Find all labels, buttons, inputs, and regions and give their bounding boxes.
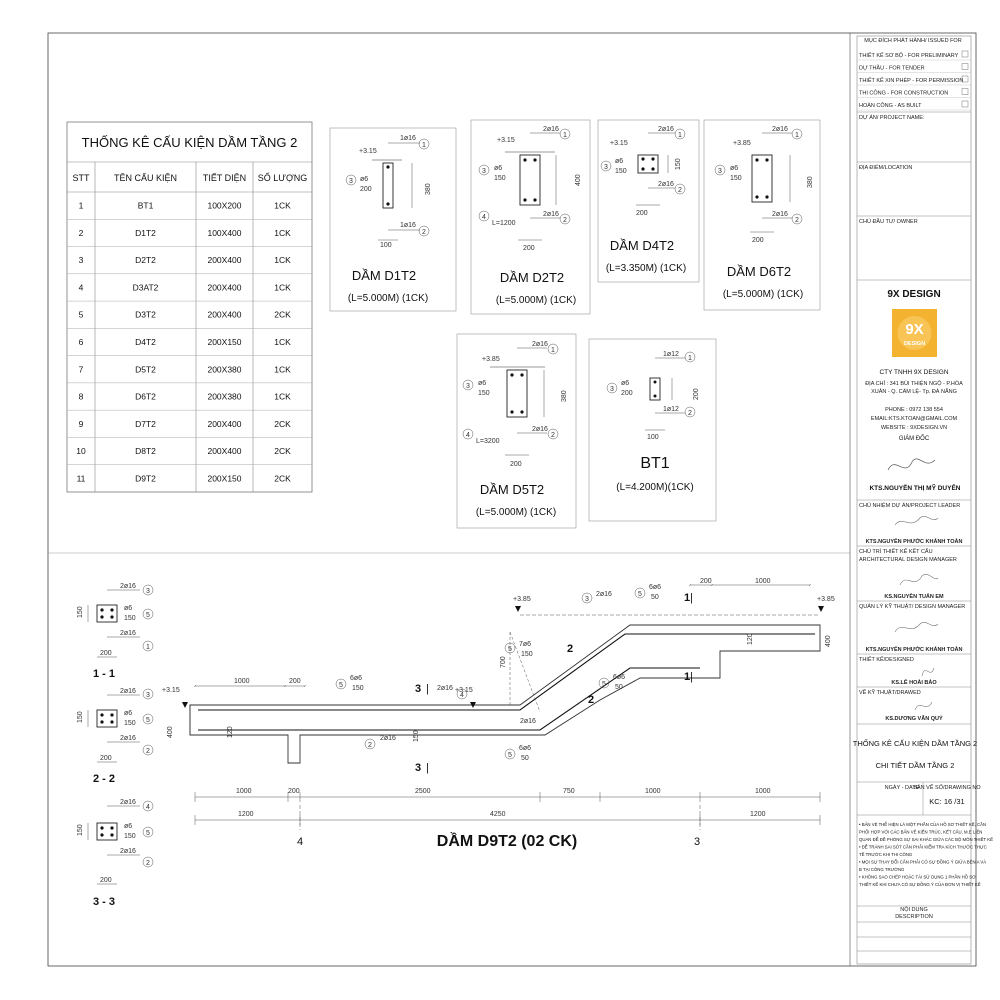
- svg-text:5: 5: [339, 682, 343, 689]
- height-ramp: 700: [500, 656, 507, 668]
- svg-text:5: 5: [508, 752, 512, 759]
- col-header-qty: SỐ LƯỢNG: [257, 173, 308, 183]
- schedule-cell-name: D4T2: [135, 336, 156, 347]
- schedule-cell-section: 200X400: [207, 446, 242, 457]
- schedule-cell-qty: 1CK: [274, 227, 291, 238]
- rebar-5d: 6ø6: [613, 674, 626, 681]
- svg-text:2: 2: [678, 187, 682, 194]
- schedule-cell-stt: 10: [76, 446, 86, 457]
- schedule-cell-stt: 9: [78, 418, 84, 429]
- schedule-cell-qty: 1CK: [274, 336, 291, 347]
- cut-mark-2a: 2: [567, 643, 574, 655]
- rebar-5a-spacing: 150: [352, 685, 364, 692]
- schedule-cell-qty: 2CK: [274, 446, 291, 457]
- note-line: TẾ TRƯỚC KHI THI CÔNG: [859, 852, 913, 857]
- d2t2-length: (L=5.000M) (1CK): [495, 295, 577, 306]
- project-label: DỰ ÁN/ PROJECT NAME:: [859, 115, 925, 121]
- height-left: 400: [167, 726, 174, 738]
- bot-dim-2: 200: [288, 788, 300, 795]
- d2t2-length-mark: L=1200: [492, 220, 516, 227]
- schedule-cell-qty: 1CK: [274, 282, 291, 293]
- cut-mark-1a: 1: [684, 592, 691, 604]
- cut22-bottom: 2ø16: [120, 735, 136, 742]
- svg-text:2: 2: [422, 229, 426, 236]
- note-line: • KHÔNG SAO CHÉP HOẶC TÁI SỬ DỤNG 1 PHẦN HỒ SƠ: [859, 874, 976, 880]
- svg-text:1: 1: [551, 347, 555, 354]
- schedule-rows: [67, 201, 312, 484]
- svg-text:3: 3: [466, 383, 470, 390]
- cut22-mark-bottom: 2: [146, 748, 150, 755]
- issued-for-item: DỰ THẦU - FOR TENDER: [859, 65, 925, 72]
- d1t2-bottom-bar: 1ø16: [400, 222, 416, 229]
- svg-text:3: 3: [604, 164, 608, 171]
- schedule-cell-qty: 2CK: [274, 418, 291, 429]
- d6t2-width: 200: [752, 237, 764, 244]
- schedule-cell-stt: 1: [78, 200, 84, 211]
- company-phone: PHONE : 0972 138 554: [885, 407, 943, 413]
- svg-text:1: 1: [563, 132, 567, 139]
- cut11-stirrup: ø6: [124, 605, 133, 612]
- svg-text:4: 4: [466, 432, 470, 439]
- content-label: NỘI DUNG: [900, 907, 928, 913]
- svg-text:3: 3: [482, 168, 486, 175]
- issued-for-item: THI CÔNG - FOR CONSTRUCTION: [859, 90, 949, 97]
- elevation-title: DẦM D9T2 (02 CK): [436, 833, 578, 850]
- schedule-cell-section: 200X150: [207, 473, 242, 484]
- svg-text:4: 4: [482, 214, 486, 221]
- cut22-spacing: 150: [124, 720, 136, 727]
- rebar-5e-spacing: 50: [521, 755, 529, 762]
- d4t2-width: 200: [636, 210, 648, 217]
- top-dim-3: 200: [700, 578, 712, 585]
- top-dim-4: 1000: [755, 578, 771, 585]
- logo-text-top: 9X: [905, 321, 924, 338]
- issued-for-checkbox[interactable]: [962, 64, 968, 70]
- note-line: • MỌI SỰ THAY ĐỔI CẦN PHẢI CÓ SỰ ĐỒNG Ý GIỮA BÊN A VÀ: [859, 859, 987, 865]
- bt1-width: 100: [647, 434, 659, 441]
- company-email: EMAIL:KTS.KTOAN@GMAIL.COM: [870, 416, 958, 422]
- schedule-cell-section: 200X380: [207, 391, 242, 402]
- cut33-width: 200: [100, 877, 112, 884]
- cut22-top: 2ø16: [120, 688, 136, 695]
- svg-text:3: 3: [585, 596, 589, 603]
- role-1: CHỦ NHIỆM DỰ ÁN/PROJECT LEADER: [859, 503, 961, 509]
- svg-text:1: 1: [422, 142, 426, 149]
- cut33-top: 2ø16: [120, 799, 136, 806]
- cut11-mark-mid: 5: [146, 612, 150, 619]
- cut11-height: 150: [77, 606, 84, 618]
- d2t2-width: 200: [523, 245, 535, 252]
- drawing-title-2: CHI TIẾT DẦM TẦNG 2: [875, 761, 955, 770]
- d6t2-length: (L=5.000M) (1CK): [722, 289, 804, 300]
- issued-for-checkbox[interactable]: [962, 101, 968, 107]
- d1t2-stirrup-spacing: 200: [360, 186, 372, 193]
- schedule-cell-qty: 2CK: [274, 473, 291, 484]
- schedule-cell-section: 200X380: [207, 364, 242, 375]
- d6t2-title: DẦM D6T2: [726, 264, 792, 279]
- cut-3-3: [77, 799, 153, 908]
- note-line: • ĐỂ TRÁNH SAI SÓT CẦN PHẢI KIỂM TRA KÍCH THƯỚC THỰC: [859, 844, 987, 850]
- rebar-5a: 6ø6: [350, 675, 363, 682]
- section-d2t2: [471, 120, 590, 314]
- d1t2-height: 380: [425, 183, 432, 195]
- d4t2-title: DẦM D4T2: [609, 238, 675, 253]
- d5t2-title: DẦM D5T2: [479, 482, 545, 497]
- d1t2-title: DẦM D1T2: [351, 268, 417, 283]
- svg-text:1: 1: [678, 132, 682, 139]
- d6t2-level: +3.85: [733, 140, 751, 147]
- rebar-2: 2ø16: [380, 735, 396, 742]
- bt1-stirrup: ø6: [621, 380, 630, 387]
- svg-text:2: 2: [563, 217, 567, 224]
- cut11-top: 2ø16: [120, 583, 136, 590]
- cut33-mark-mid: 5: [146, 830, 150, 837]
- d4t2-level: +3.15: [610, 140, 628, 147]
- director-name: KTS.NGUYỄN THỊ MỸ DUYÊN: [869, 485, 961, 492]
- d1t2-top-bar: 1ø16: [400, 135, 416, 142]
- cut33-spacing: 150: [124, 833, 136, 840]
- schedule-cell-name: D9T2: [135, 473, 156, 484]
- section-d1t2: [330, 128, 456, 311]
- schedule-cell-name: D6T2: [135, 391, 156, 402]
- top-dim-1: 1000: [234, 678, 250, 685]
- d5t2-level: +3.85: [482, 356, 500, 363]
- role-2-name: KS.NGUYỄN TUẤN EM: [884, 594, 944, 600]
- svg-text:5: 5: [602, 681, 606, 688]
- schedule-table: [67, 122, 312, 492]
- level-upper: +3.85: [513, 596, 531, 603]
- d1t2-length: (L=5.000M) (1CK): [347, 293, 429, 304]
- bt1-top-bar: 1ø12: [663, 351, 679, 358]
- schedule-cell-section: 200X400: [207, 255, 242, 266]
- schedule-cell-name: D8T2: [135, 446, 156, 457]
- bot-dim-3: 2500: [415, 788, 431, 795]
- bot-dim-5: 1000: [645, 788, 661, 795]
- schedule-cell-name: BT1: [137, 200, 154, 211]
- role-5-name: KS.DƯƠNG VĂN QUÝ: [885, 716, 943, 722]
- level-mid: +3.15: [455, 687, 473, 694]
- d6t2-bottom-bar: 2ø16: [772, 211, 788, 218]
- cut33-height: 150: [77, 824, 84, 836]
- d2t2-stirrup-spacing: 150: [494, 175, 506, 182]
- level-left: +3.15: [162, 687, 180, 694]
- schedule-cell-qty: 1CK: [274, 255, 291, 266]
- bot-dim-6: 1000: [755, 788, 771, 795]
- company-website: WEBSITE : 9XDESIGN.VN: [880, 425, 948, 431]
- svg-text:1: 1: [795, 132, 799, 139]
- schedule-cell-section: 200X400: [207, 282, 242, 293]
- cut22-mark-top: 3: [146, 692, 150, 699]
- d5t2-bottom-bar: 2ø16: [532, 426, 548, 433]
- role-2: CHỦ TRÌ THIẾT KẾ KẾT CẤU: [859, 549, 933, 555]
- d6t2-stirrup: ø6: [730, 165, 739, 172]
- svg-text:2: 2: [368, 742, 372, 749]
- owner-label: CHỦ ĐẦU TƯ/ OWNER: [859, 219, 918, 225]
- description-label: DESCRIPTION: [895, 914, 933, 920]
- bt1-length: (L=4.200M)(1CK): [616, 482, 694, 493]
- col-header-stt: STT: [72, 173, 90, 183]
- schedule-cell-name: D2T2: [135, 255, 156, 266]
- cut22-width: 200: [100, 755, 112, 762]
- svg-text:|: |: [690, 671, 693, 683]
- d2t2-level: +3.15: [497, 137, 515, 144]
- d2t2-bottom-bar: 2ø16: [543, 211, 559, 218]
- d4t2-length: (L=3.350M) (1CK): [605, 263, 687, 274]
- schedule-cell-qty: 1CK: [274, 200, 291, 211]
- cut-mark-2b: 2: [588, 694, 595, 706]
- d4t2-top-bar: 2ø16: [658, 126, 674, 133]
- svg-text:|: |: [426, 683, 429, 695]
- role-1-name: KTS.NGUYỄN PHƯỚC KHÁNH TOÀN: [865, 539, 963, 545]
- rebar-5b-spacing: 150: [521, 651, 533, 658]
- svg-text:2: 2: [688, 410, 692, 417]
- d6t2-top-bar: 2ø16: [772, 126, 788, 133]
- d4t2-bottom-bar: 2ø16: [658, 181, 674, 188]
- cut22-mark-mid: 5: [146, 717, 150, 724]
- role-3-name: KTS.NGUYỄN PHƯỚC KHÁNH TOÀN: [865, 647, 963, 653]
- height-mid: 150: [413, 730, 420, 742]
- note-line: THIẾT KẾ KHI CHƯA CÓ SỰ ĐỒNG Ý CỦA ĐƠN VỊ THIẾT KẾ: [859, 882, 981, 887]
- cut33-label: 3 - 3: [92, 896, 116, 908]
- issued-for-item: HOÀN CÔNG - AS BUILT: [859, 103, 922, 109]
- note-line: QUAN ĐỂ ĐỀ PHÒNG SỰ SAI KHÁC GIỮA CÁC BỘ MÔN THIẾT KẾ: [859, 837, 993, 842]
- drawing-no: KC: 16 /31: [929, 797, 965, 806]
- schedule-cell-name: D1T2: [135, 227, 156, 238]
- schedule-cell-stt: 7: [78, 364, 84, 375]
- d6t2-stirrup-spacing: 150: [730, 175, 742, 182]
- svg-text:1: 1: [688, 355, 692, 362]
- schedule-cell-stt: 2: [78, 227, 84, 238]
- svg-text:3: 3: [718, 168, 722, 175]
- rebar-5f: 2ø16: [520, 718, 536, 725]
- schedule-cell-qty: 1CK: [274, 391, 291, 402]
- cut33-bottom: 2ø16: [120, 848, 136, 855]
- cut-mark-1b: 1: [684, 671, 691, 683]
- title-block: [850, 33, 993, 966]
- rebar-5e: 6ø6: [519, 745, 532, 752]
- cut11-width: 200: [100, 650, 112, 657]
- cut22-height: 150: [77, 711, 84, 723]
- d1t2-width: 100: [380, 242, 392, 249]
- location-label: ĐỊA ĐIỂM/LOCATION: [859, 165, 913, 171]
- schedule-cell-stt: 4: [78, 282, 84, 293]
- beam-elevation: [162, 578, 835, 850]
- bot2-dim-2: 4250: [490, 811, 506, 818]
- note-line: • BẢN VẼ THỂ HIỆN LÀ MỘT PHẦN CỦA HỒ SƠ THIẾT KẾ, CẦN: [859, 822, 987, 827]
- d2t2-height: 400: [575, 174, 582, 186]
- director-signature: [888, 459, 935, 470]
- svg-text:4: 4: [460, 692, 464, 699]
- schedule-cell-qty: 2CK: [274, 309, 291, 320]
- d4t2-stirrup: ø6: [615, 158, 624, 165]
- svg-text:2: 2: [795, 217, 799, 224]
- d5t2-stirrup-spacing: 150: [478, 390, 490, 397]
- company-address-2: XUÂN - Q. CẨM LỆ- Tp. ĐÀ NẴNG: [871, 389, 957, 395]
- firm-logo: [892, 309, 937, 357]
- svg-text:2: 2: [551, 432, 555, 439]
- svg-text:5: 5: [638, 591, 642, 598]
- bot-dim-4: 750: [563, 788, 575, 795]
- bt1-stirrup-spacing: 200: [621, 390, 633, 397]
- schedule-cell-stt: 6: [78, 336, 84, 347]
- schedule-cell-stt: 8: [78, 391, 84, 402]
- d4t2-stirrup-spacing: 150: [615, 168, 627, 175]
- svg-text:|: |: [690, 592, 693, 604]
- schedule-cell-section: 100X400: [207, 227, 242, 238]
- role-2-en: ARCHITECTURAL DESIGN MANAGER: [859, 557, 957, 563]
- logo-text-bottom: DESIGN: [903, 341, 926, 347]
- axis-4: 4: [296, 836, 304, 848]
- schedule-title: THỐNG KÊ CẤU KIỆN DẦM TẦNG 2: [81, 135, 298, 150]
- role-5: VẼ KỸ THUẬT/DRAWED: [859, 690, 921, 696]
- cut33-mark-bottom: 2: [146, 860, 150, 867]
- d5t2-length: (L=5.000M) (1CK): [475, 507, 557, 518]
- height-right-2: 120: [747, 633, 754, 645]
- schedule-cell-stt: 11: [76, 473, 86, 484]
- height-right: 400: [825, 635, 832, 647]
- issued-for-checkbox[interactable]: [962, 51, 968, 57]
- schedule-cell-section: 200X400: [207, 418, 242, 429]
- bot2-dim-3: 1200: [750, 811, 766, 818]
- schedule-cell-stt: 5: [78, 309, 84, 320]
- cut11-bottom: 2ø16: [120, 630, 136, 637]
- company-address-1: ĐỊA CHỈ : 341 BÙI THIỆN NGỘ - P.HÒA: [865, 381, 963, 387]
- bot-dim-1: 1000: [236, 788, 252, 795]
- bt1-title: BT1: [640, 455, 670, 472]
- director-label: GIÁM ĐỐC: [898, 436, 930, 442]
- rebar-5c: 6ø6: [649, 584, 662, 591]
- section-d6t2: [704, 120, 820, 310]
- schedule-cell-name: D3T2: [135, 309, 156, 320]
- level-right: +3.85: [817, 596, 835, 603]
- d5t2-length-mark: L=3200: [476, 438, 500, 445]
- d2t2-title: DẦM D2T2: [499, 270, 565, 285]
- d2t2-stirrup: ø6: [494, 165, 503, 172]
- svg-text:5: 5: [508, 646, 512, 653]
- cut11-mark-bottom: 1: [146, 644, 150, 651]
- cut11-spacing: 150: [124, 615, 136, 622]
- beam-outline: [190, 625, 820, 763]
- note-line: B TẠI CÔNG TRƯỜNG: [859, 867, 905, 872]
- schedule-cell-name: D7T2: [135, 418, 156, 429]
- issued-for-list: [857, 51, 971, 110]
- svg-text:3: 3: [349, 178, 353, 185]
- rebar-4: 2ø16: [437, 685, 453, 692]
- top-rebar: [198, 634, 815, 710]
- drawing-no-label: BẢN VẼ SỐ/DRAWING NO: [913, 785, 981, 791]
- cut-mark-3a: 3: [415, 683, 422, 695]
- date-label: NGÀY - DATE: [884, 785, 920, 791]
- rebar-5c-spacing: 50: [651, 594, 659, 601]
- schedule-cell-qty: 1CK: [274, 364, 291, 375]
- d5t2-top-bar: 2ø16: [532, 341, 548, 348]
- d5t2-height: 380: [561, 390, 568, 402]
- firm-heading: 9X DESIGN: [887, 289, 941, 300]
- rebar-5d-spacing: 50: [615, 684, 623, 691]
- cut-2-2: [77, 688, 153, 785]
- d6t2-height: 380: [807, 176, 814, 188]
- issued-for-item: THIẾT KẾ XIN PHÉP - FOR PERMISSION: [859, 78, 964, 84]
- cut11-mark-top: 3: [146, 588, 150, 595]
- cut22-stirrup: ø6: [124, 710, 133, 717]
- schedule-cell-section: 200X400: [207, 309, 242, 320]
- svg-text:3: 3: [610, 386, 614, 393]
- cut22-label: 2 - 2: [92, 773, 116, 785]
- section-d5t2: [457, 334, 576, 528]
- schedule-cell-section: 100X200: [207, 200, 242, 211]
- section-bt1: [589, 339, 716, 521]
- cut11-label: 1 - 1: [92, 668, 116, 680]
- role-4-name: KS.LÊ HOÀI BẢO: [891, 680, 937, 686]
- d2t2-top-bar: 2ø16: [543, 126, 559, 133]
- cut-mark-3b: 3: [415, 762, 422, 774]
- issued-for-title: MỤC ĐÍCH PHÁT HÀNH/ ISSUED FOR: [864, 38, 962, 44]
- schedule-cell-section: 200X150: [207, 336, 242, 347]
- col-header-name: TÊN CẤU KIỆN: [113, 173, 178, 183]
- issued-for-checkbox[interactable]: [962, 89, 968, 95]
- schedule-cell-name: D5T2: [135, 364, 156, 375]
- cut33-stirrup: ø6: [124, 823, 133, 830]
- cut33-mark-top: 4: [146, 804, 150, 811]
- bt1-bottom-bar: 1ø12: [663, 406, 679, 413]
- d5t2-width: 200: [510, 461, 522, 468]
- issued-for-item: THIẾT KẾ SƠ BỘ - FOR PRELIMINARY: [859, 53, 959, 59]
- company-name: CTY TNHH 9X DESIGN: [879, 369, 949, 376]
- bt1-height: 200: [693, 388, 700, 400]
- schedule-cell-stt: 3: [78, 255, 84, 266]
- section-d4t2: [598, 120, 699, 282]
- rebar-5b: 7ø6: [519, 641, 532, 648]
- sheet-border: [48, 33, 976, 966]
- rebar-3: 2ø16: [596, 591, 612, 598]
- cut-1-1: [77, 583, 153, 680]
- svg-text:|: |: [426, 762, 429, 774]
- role-4: THIẾT KẾ/DESIGNED: [859, 657, 914, 663]
- col-header-section: TIẾT DIỆN: [202, 173, 247, 183]
- schedule-cell-name: D3AT2: [132, 282, 159, 293]
- d1t2-level: +3.15: [359, 148, 377, 155]
- d1t2-stirrup: ø6: [360, 176, 369, 183]
- axis-3: 3: [693, 836, 701, 848]
- note-line: PHỐI HỢP VỚI CÁC BẢN VẼ KIẾN TRÚC, KẾT CẤU, M.E LIÊN: [859, 829, 983, 835]
- height-left-2: 120: [227, 726, 234, 738]
- d5t2-stirrup: ø6: [478, 380, 487, 387]
- drawing-title-1: THỐNG KÊ CẤU KIỆN DẦM TẦNG 2: [852, 739, 978, 748]
- role-3: QUẢN LÝ KỸ THUẬT/ DESIGN MANAGER: [859, 604, 966, 610]
- d4t2-height: 150: [675, 158, 682, 170]
- top-dim-2: 200: [289, 678, 301, 685]
- notes-block: [859, 822, 993, 887]
- bot2-dim-1: 1200: [238, 811, 254, 818]
